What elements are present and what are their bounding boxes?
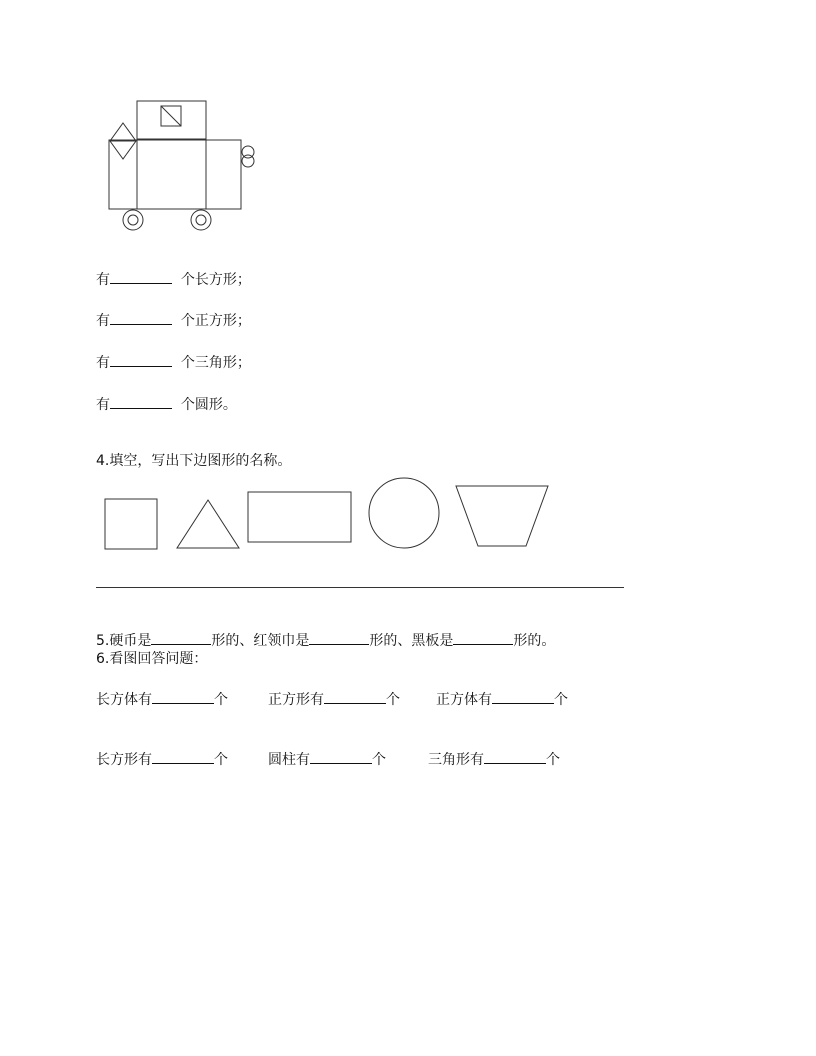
q6-row1-item2-unit: 个 <box>386 692 400 708</box>
q3-line-3-blank[interactable] <box>110 352 172 367</box>
q3-line-3-suffix: 个三角形； <box>180 355 251 371</box>
q6-row2-item2-blank[interactable] <box>310 749 372 764</box>
shape-square <box>105 499 157 549</box>
shape-rectangle <box>248 492 351 542</box>
q3-line-2-prefix: 有 <box>96 313 110 329</box>
q3-line-4-blank[interactable] <box>110 394 172 409</box>
q5-blank-2[interactable] <box>309 630 369 645</box>
q5-blank-1[interactable] <box>151 630 211 645</box>
q6-row1-item3 <box>436 689 568 709</box>
q4-title: 4.填空，写出下边图形的名称。 <box>96 453 292 469</box>
q6-row1-item2-label: 正方形有 <box>268 692 324 708</box>
back-rect <box>206 140 241 209</box>
q3-line-2-blank[interactable] <box>110 310 172 325</box>
q5-part3: 形的、黑板是 <box>369 633 454 649</box>
shape-trapezoid <box>456 486 548 546</box>
q6-row1-item1 <box>96 689 228 709</box>
q3-line-4-suffix: 个圆形。 <box>180 397 237 413</box>
q6-row2-item1 <box>96 749 228 769</box>
wheel-left-outer <box>123 210 143 230</box>
q3-line-2 <box>96 310 251 330</box>
q5-part1: 5.硬币是 <box>96 633 152 649</box>
train-figure <box>100 98 270 238</box>
q6-row2-item2-unit: 个 <box>372 752 386 768</box>
q3-line-2-suffix: 个正方形； <box>180 313 251 329</box>
q5-part2: 形的、红领巾是 <box>211 633 310 649</box>
q6-row2-item1-blank[interactable] <box>152 749 214 764</box>
q4-answer-line[interactable] <box>96 587 624 588</box>
q6-row1-item3-unit: 个 <box>554 692 568 708</box>
q3-line-4 <box>96 394 237 414</box>
shape-triangle <box>177 500 239 548</box>
shape-circle <box>369 478 439 548</box>
q6-row1-item1-blank[interactable] <box>152 689 214 704</box>
cab-rect <box>137 101 206 139</box>
wheel-left-inner <box>128 215 138 225</box>
q6-row2-item3-blank[interactable] <box>484 749 546 764</box>
coupler-circle-bottom <box>242 155 254 167</box>
q6-row1-item1-label: 长方体有 <box>96 692 152 708</box>
q6-row1-item3-blank[interactable] <box>492 689 554 704</box>
q6-row2-item1-label: 长方形有 <box>96 752 152 768</box>
body-square <box>137 140 206 209</box>
q3-line-3 <box>96 352 251 372</box>
q6-row2-item1-unit: 个 <box>214 752 228 768</box>
wheel-right-outer <box>191 210 211 230</box>
q6-row1-item2-blank[interactable] <box>324 689 386 704</box>
wheel-right-inner <box>196 215 206 225</box>
q5-blank-3[interactable] <box>453 630 513 645</box>
q3-line-1-blank[interactable] <box>110 269 172 284</box>
q6-row2-item2 <box>268 749 386 769</box>
q6-row1-item1-unit: 个 <box>214 692 228 708</box>
q4-shapes <box>100 478 560 558</box>
front-rect <box>109 140 137 209</box>
q6-row2-item3 <box>428 749 560 769</box>
q6-row2-item3-label: 三角形有 <box>428 752 484 768</box>
q6-row1-item2 <box>268 689 400 709</box>
q5-line <box>96 630 555 650</box>
q6-row1-item3-label: 正方体有 <box>436 692 492 708</box>
q6-title: 6.看图回答问题： <box>96 651 208 667</box>
q6-row2-item2-label: 圆柱有 <box>268 752 310 768</box>
q3-line-3-prefix: 有 <box>96 355 110 371</box>
q5-part4: 形的。 <box>513 633 556 649</box>
q3-line-1-prefix: 有 <box>96 272 110 288</box>
window-diagonal <box>161 106 181 126</box>
q6-row2-item3-unit: 个 <box>546 752 560 768</box>
q3-line-4-prefix: 有 <box>96 397 110 413</box>
q3-line-1 <box>96 269 251 289</box>
q3-line-1-suffix: 个长方形； <box>180 272 251 288</box>
